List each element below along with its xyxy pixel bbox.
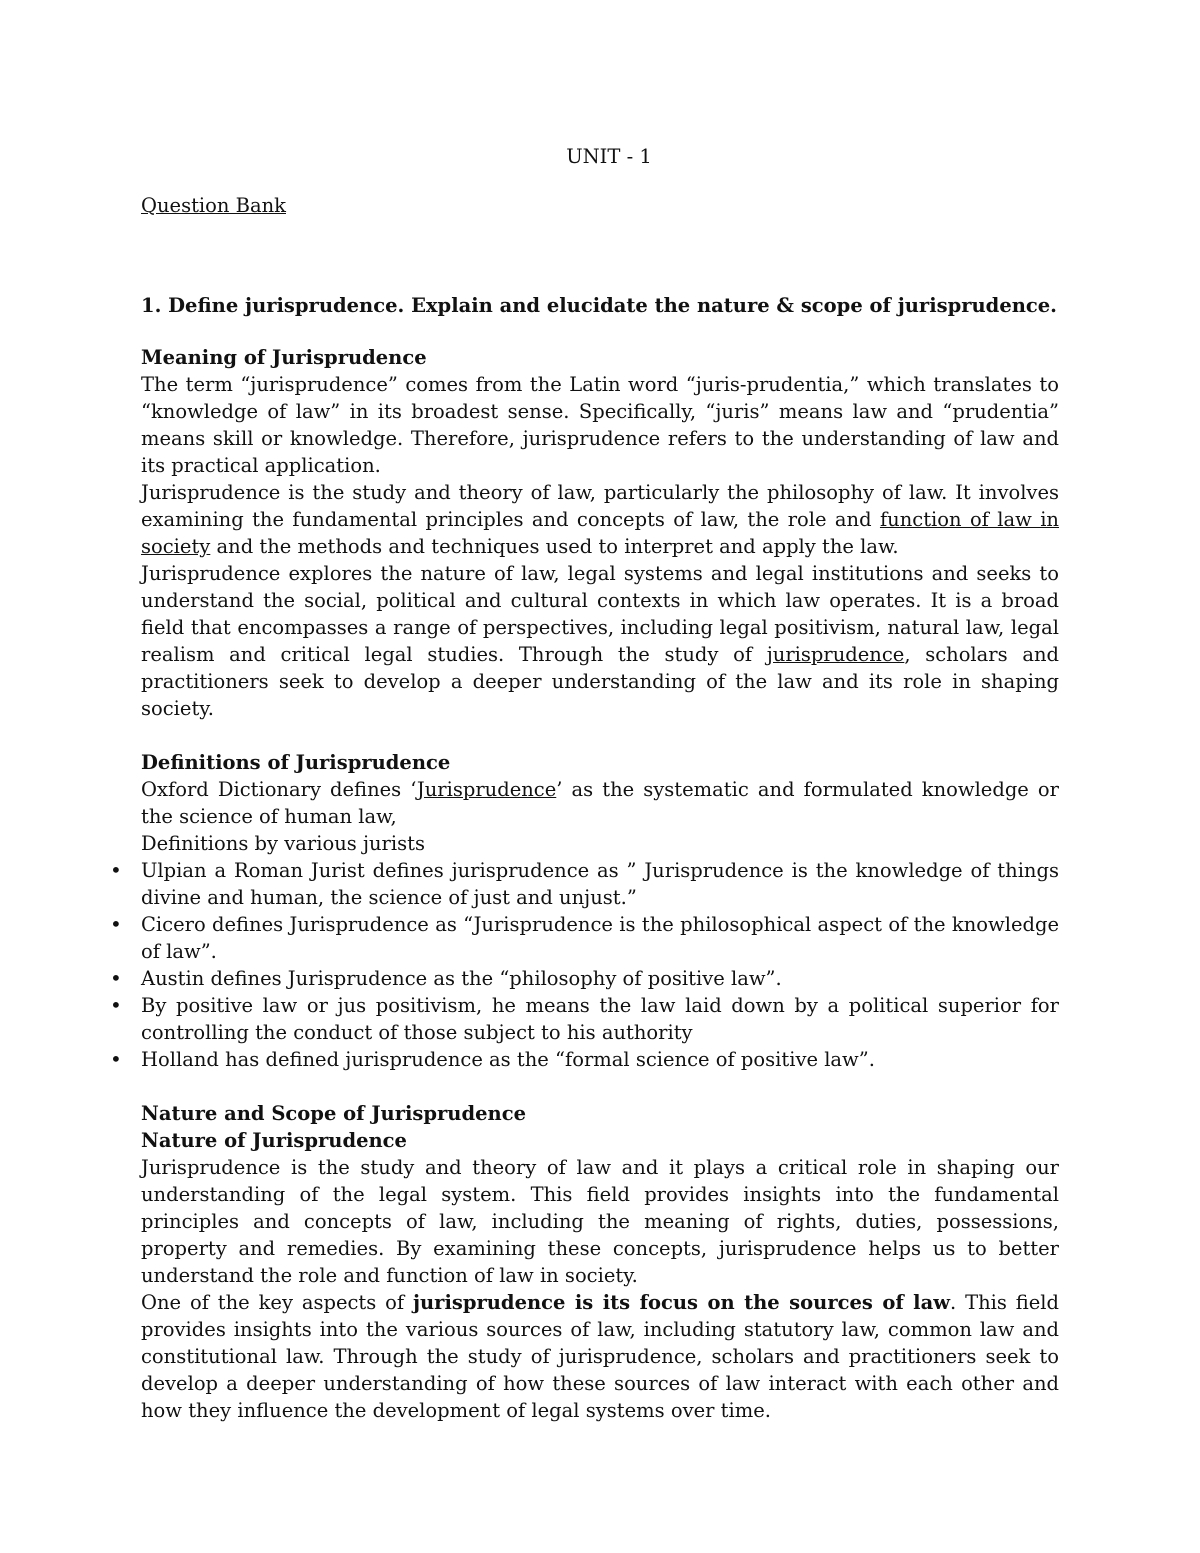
list-item-text: Ulpian a Roman Jurist defines jurisprudence as ” Jurisprudence is the knowledge of things divine and human, the science of just and unjust.” [141, 859, 1059, 909]
question-1-heading: 1. Define jurisprudence. Explain and elucidate the nature & scope of jurisprudence. [141, 294, 1057, 317]
bullet-icon: • [110, 1047, 122, 1071]
meaning-paragraph-3 [141, 560, 1059, 722]
jurists-intro: Definitions by various jurists [141, 832, 425, 855]
nature-paragraph-1: Jurisprudence is the study and theory of law and it plays a critical role in shaping our understanding of the legal system. This field provides insights into the fundamental principles and concepts of law, including the meaning of rights, duties, possessions, property and remedies. By examining these concepts, jurisprudence helps us to better understand the role and function of law in society. [141, 1156, 1059, 1287]
list-item-text: Holland has defined jurisprudence as the “formal science of positive law”. [141, 1048, 875, 1071]
meaning-p3-text-a: Jurisprudence explores the nature of law, legal systems and legal institutions and seeks to understand the social, political and cultural contexts in which law operates. It is a broad field that encompasses a range of perspectives, including legal positivism, natural law, legal realism and critical legal studies. Through the study of [141, 562, 1059, 666]
list-item-text: Austin defines Jurisprudence as the “philosophy of positive law”. [141, 967, 782, 990]
function-of-law-link[interactable]: function of law in society [141, 508, 1059, 558]
unit-title: UNIT - 1 [566, 145, 652, 168]
oxford-definition [141, 776, 1059, 830]
nature-paragraph-2 [141, 1289, 1059, 1424]
meaning-heading: Meaning of Jurisprudence [141, 346, 427, 369]
list-item [110, 857, 1059, 911]
list-item [110, 911, 1059, 965]
oxford-text-b: ’ as the systematic and formulated knowledge or the science of human law, [141, 778, 1059, 828]
jurisprudence-oxford-link[interactable]: Jurisprudence [416, 778, 557, 801]
meaning-paragraph-1: The term “jurisprudence” comes from the Latin word “juris-prudentia,” which translates to “knowledge of law” in its broadest sense. Specifically, “juris” means law and “prudentia” means skill or knowledge. Therefore, jurisprudence refers to the understanding of law and its practical application. [141, 373, 1059, 477]
meaning-p2-text-a: Jurisprudence is the study and theory of law, particularly the philosophy of law. It involves examining the fundamental principles and concepts of law, the role and [141, 481, 1059, 531]
list-item [110, 965, 1059, 992]
nature-scope-heading: Nature and Scope of Jurisprudence [141, 1102, 526, 1125]
definitions-heading: Definitions of Jurisprudence [141, 751, 451, 774]
meaning-paragraph-2 [141, 479, 1059, 560]
jurisprudence-link[interactable]: jurisprudence [766, 643, 905, 666]
nature-p2-text-b: . This field provides insights into the various sources of law, including statutory law, common law and constitutional law. Through the study of jurisprudence, scholars and practitioners seek to develop a deeper understanding of how these sources of law interact with each other and how they influence the development of legal systems over time. [141, 1291, 1060, 1422]
bullet-icon: • [110, 858, 122, 882]
bullet-icon: • [110, 966, 122, 990]
oxford-text-a: Oxford Dictionary defines ‘ [141, 778, 417, 801]
meaning-p3-text-b: , scholars and practitioners seek to develop a deeper understanding of the law and its role in shaping society. [141, 643, 1059, 720]
jurists-definitions-list [110, 857, 1059, 1073]
list-item [110, 1046, 1059, 1073]
bullet-icon: • [110, 993, 122, 1017]
nature-p2-text-a: One of the key aspects of [141, 1291, 413, 1314]
list-item [110, 992, 1059, 1046]
nature-section [141, 1100, 1059, 1424]
question-bank-title: Question Bank [141, 194, 286, 217]
meaning-section [141, 344, 1059, 722]
list-item-text: By positive law or jus positivism, he means the law laid down by a political superior for controlling the conduct of those subject to his authority [141, 994, 1059, 1044]
nature-p2-bold: jurisprudence is its focus on the sources of law [412, 1291, 950, 1314]
definitions-section [110, 749, 1059, 1073]
bullet-icon: • [110, 912, 122, 936]
list-item-text: Cicero defines Jurisprudence as “Jurisprudence is the philosophical aspect of the knowledge of law”. [141, 913, 1059, 963]
meaning-p2-text-b: and the methods and techniques used to interpret and apply the law. [210, 535, 899, 558]
nature-subheading: Nature of Jurisprudence [141, 1129, 407, 1152]
